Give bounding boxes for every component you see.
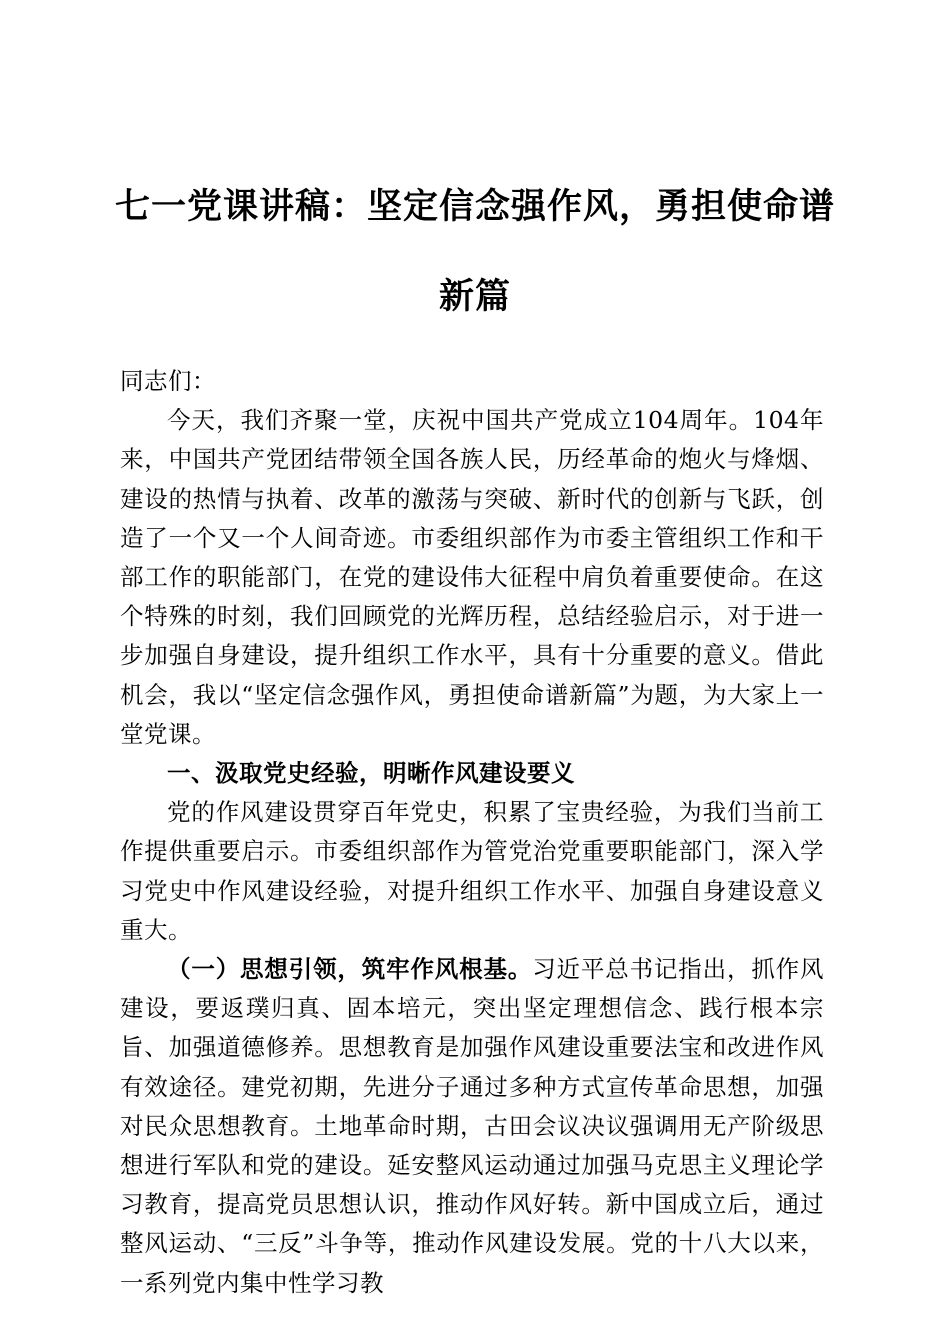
salutation: 同志们： (120, 367, 216, 395)
subsection-paragraph-1 (120, 950, 824, 1303)
document-title: 七一党课讲稿：坚定信念强作风，勇担使命谱新篇 (114, 186, 835, 317)
document-body (120, 362, 824, 1303)
subsection-lead-1: （一）思想引领，筑牢作风根基。 (167, 955, 533, 984)
intro-paragraph: 今天，我们齐聚一堂，庆祝中国共产党成立104周年。104年来，中国共产党团结带领全国各族人民，历经革命的炮火与烽烟、建设的热情与执着、改革的激荡与突破、新时代的创新与飞跃，创造了一个又一个人间奇迹。市委组织部作为市委主管组织工作和干部工作的职能部门，在党的建设伟大征程中肩负着重要使命。在这个特殊的时刻，我们回顾党的光辉历程，总结经验启示，对于进一步加强自身建设，提升组织工作水平，具有十分重要的意义。借此机会，我以“坚定信念强作风，勇担使命谱新篇”为题，为大家上一堂党课。 (120, 406, 824, 748)
section-heading-1: 一、汲取党史经验，明晰作风建设要义 (167, 759, 575, 788)
section-paragraph-1: 党的作风建设贯穿百年党史，积累了宝贵经验，为我们当前工作提供重要启示。市委组织部作为管党治党重要职能部门，深入学习党史中作风建设经验，对提升组织工作水平、加强自身建设意义重大。 (120, 798, 824, 944)
subsection-text-1: 习近平总书记指出，抓作风建设，要返璞归真、固本培元，突出坚定理想信念、践行根本宗旨、加强道德修养。思想教育是加强作风建设重要法宝和改进作风有效途径。建党初期，先进分子通过多种方式宣传革命思想，加强对民众思想教育。土地革命时期，古田会议决议强调用无产阶级思想进行军队和党的建设。延安整风运动通过加强马克思主义理论学习教育，提高党员思想认识，推动作风好转。新中国成立后，通过整风运动、“三反”斗争等，推动作风建设发展。党的十八大以来，一系列党内集中性学习教 (120, 955, 825, 1297)
